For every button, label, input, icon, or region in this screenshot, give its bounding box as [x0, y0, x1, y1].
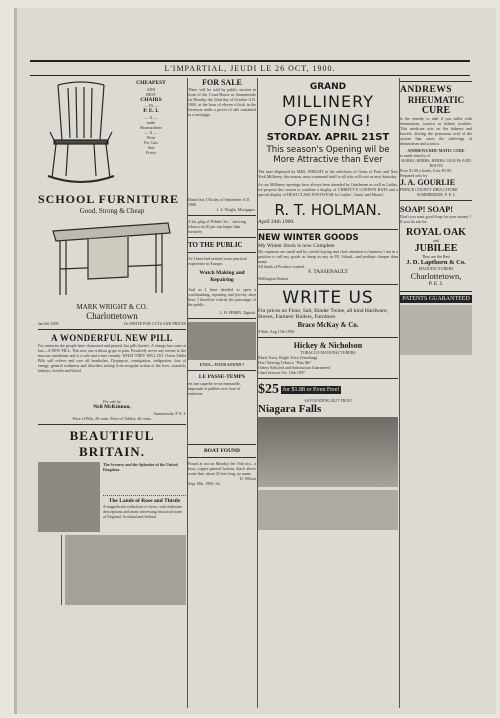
grand-word: GRAND — [309, 82, 347, 92]
cure-price: Price $1.00 a bottle, 6 for $5.00. — [400, 168, 452, 173]
for-sale-heading: FOR SALE — [202, 78, 242, 87]
and-word: and — [433, 238, 439, 243]
boat-found-date: Sept 19th, 1900.-3w — [188, 481, 221, 486]
jubilee: JUBILEE — [414, 243, 458, 254]
royal-oak: ROYAL OAK — [406, 227, 466, 238]
millinery-word: MILLINERY — [281, 92, 374, 111]
chairs-side-5: P. E. I. — [143, 108, 159, 114]
chairs-side-9: — X — — [144, 129, 158, 135]
tassenault-name: F. TASSENAULT — [308, 269, 348, 275]
school-furniture-heading: SCHOOL FURNITURE — [38, 192, 180, 206]
passe-temps-title: LE PASSE-TEMPS — [198, 374, 246, 380]
opening-word: OPENING! — [284, 111, 372, 130]
tobacco-note: A lot, plug of 'Pebble Tw...' chewing tobacco in 20 per can larger than formerly. — [188, 219, 246, 234]
column-2 — [188, 78, 256, 708]
column-4 — [400, 78, 472, 708]
hickey-subtitle: TOBACCO MANUFACTURERS — [300, 349, 356, 355]
watch-heading: Watch Making and Repairing — [199, 270, 245, 283]
for-sale-body: There will be sold by public auction in front of the Court-House in Summerside on Monday the 22nd day of October A.D. 1900, at the hour of eleven o'clock in the forenoon under a power of sale contained in a mortgage. — [188, 87, 256, 117]
chairs-side-12: And — [147, 144, 155, 150]
chairs-side-1: AND — [146, 86, 156, 92]
pill-sale: For sale by — [103, 399, 121, 404]
holman-date: April 24th 1900. — [258, 219, 295, 225]
patents-banner: PATENTS GUARANTEED — [400, 295, 472, 303]
soap-heading: SOAP! SOAP! — [400, 204, 454, 214]
soap-question-1: Don't you want good Soap for your money ? — [400, 214, 472, 219]
britain-text-lines — [103, 472, 186, 496]
gourlie-town: SUMMERSIDE, P. E. I. — [416, 192, 456, 197]
hickey-body: Black Twist, Bright Twist (Smoking) — [258, 354, 318, 360]
winter-goods-title: NEW WINTER GOODS — [258, 232, 359, 243]
opening-date: STORDAY. APRIL 21ST — [266, 132, 390, 143]
holman-name: R. T. HOLMAN. — [274, 201, 382, 219]
chairs-side-7: make — [146, 119, 156, 125]
to-public-heading: TO THE PUBLIC — [188, 241, 243, 249]
chairs-side-10: Write — [146, 134, 156, 140]
column-3 — [258, 78, 398, 708]
britain-photo — [38, 462, 100, 532]
column-1 — [38, 78, 186, 708]
for-sale-signature: J. S. Wright, Mortgagee. — [216, 207, 256, 212]
passe-temps-body: est une superbe revue mensuelle, imprimée et publiée avec luxe et renferme. — [188, 380, 241, 396]
hickey-note: Orders Solicited and Satisfaction Guaranteed — [258, 364, 331, 370]
watch-body: And as I have decided to open a watchmaking, repairing and jewelry shop here, I therefore solicite the patronage of the public. — [188, 287, 256, 307]
pill-town: Summerside, P. E. I. — [153, 410, 186, 416]
write-us-title: WRITE US — [282, 287, 374, 308]
produce-wanted: All kinds of Produce wanted. — [258, 264, 305, 269]
write-us-body: For prices on Flour, Salt, Binder Twine, all kind Hardware, Stoves, Farmers' Boilers, Furniture. — [258, 307, 388, 320]
eyes-ad-title: EYES—YOUR SOUND ? — [199, 362, 245, 367]
herbs-note: is made entirely of — [400, 153, 430, 158]
price-25: $25 — [258, 381, 279, 397]
masthead: L'IMPARTIAL, JEUDI LE 26 OCT, 1900. — [30, 60, 470, 76]
best-note: They are the Best — [421, 254, 451, 259]
gourlie-name: J. A. GOURLIE — [400, 178, 456, 187]
brace-mckay-date: S'Side, Aug 15th 1900. — [258, 328, 295, 334]
brace-mckay-name: Brace McKay & Co. — [297, 320, 359, 329]
winter-goods-subtitle: My Winter Stock is now Complete — [258, 242, 335, 249]
chairs-side-0: CHEAPEST — [136, 80, 166, 86]
staff-statement: As our Millinery openings have always been attended by Gentlemen as well as Ladies, we propose this season to combine a display of CHRISTY'S LONDON HATS and a special display of HIGH CLASS FOOTWEAR for Ladies', Gents' and Misses'. — [258, 182, 398, 197]
wright-sub: Ds WRITE FOR CUTS AND PRICES — [123, 321, 186, 326]
gourlie-store: PRINCE COUNTY DRUG STORE — [400, 187, 458, 192]
school-desk-illustration — [48, 219, 173, 299]
rocking-chair-illustration — [46, 80, 116, 190]
chairs-side-11: For Cuts — [144, 139, 158, 145]
manufacturers: MANUFACTURERS — [418, 266, 454, 271]
hickey-chew: Flat Chewing Tobacco "Hiss Me" — [258, 359, 312, 365]
chairs-side-8: Sharmacherie — [140, 124, 162, 130]
niagara-note: ASTOUNDING BUT TRUE! — [304, 397, 352, 403]
soap-question-2: If you do ask for — [400, 219, 427, 224]
andrews-title: ANDREWS — [400, 85, 453, 95]
herbs-heading: ANDREWS RHU MATIC CURE — [407, 148, 465, 153]
britain-body: A magnificent collection of views, with elaborate descriptions and many interesting historical notes of England, Scotland and Ireland. — [103, 504, 183, 519]
niagara-title: Niagara Falls — [258, 402, 322, 415]
winter-goods-body: My expenses are small and by careful buying and close attention to business I am in a position to sell my goods as cheap as any in P.E. Island—and perhaps cheaper than many. — [258, 249, 398, 264]
chairs-side-13: Prices — [146, 149, 156, 155]
chairs-side-2: BEST — [146, 91, 156, 97]
cure-body: Is the remedy to take if you suffer with rheumatism, sciatica or kidney troubles. This medicine acts on the kidneys and bowels, driving the poisonous acid of the system that cause the sufferings of rheumatism and sciatica. — [400, 116, 472, 146]
pill-price: Price of Pills, 20 cents. Price of Tablets, 40 cents. — [72, 415, 152, 421]
britain-lands: The Lands of Rose and Thistle — [108, 497, 181, 504]
eyes-ad-image — [188, 322, 256, 360]
watch-signature: L. B. PERRY, Tignish. — [219, 310, 256, 315]
price-strip: for $1.88 or Even Free! — [283, 386, 340, 393]
patents-text-block — [400, 305, 472, 355]
britain-title: BEAUTIFUL BRITAIN. — [69, 427, 155, 459]
chairs-side-4: — IN — — [143, 103, 159, 108]
wright-town: Charlottetown — [86, 311, 138, 321]
chairs-side-3: CHAIRS — [140, 96, 162, 103]
britain-subtitle: The Scenery and the Splendor of the United Kingdom. — [103, 461, 178, 472]
cure-title: CURE — [421, 105, 451, 116]
pei: P. E. I. — [428, 281, 444, 287]
prepared-by: Prepared only by — [400, 173, 428, 178]
wright-name: MARK WRIGHT & CO. — [76, 303, 148, 311]
rheumatic-title: RHEUMATIC — [407, 95, 465, 105]
herbs-list: BARKS, HERBS, HERBS, LEAVES AND ROOTS — [401, 158, 471, 168]
hickey-name: Hickey & Nicholson — [293, 340, 363, 350]
taste-statement: The taste displayed by MRS. WRIGHT in the selections of Gems of Paris and New York Millinery, this season, must commend itself to all who will visit us next Saturday. — [258, 169, 398, 179]
pill-ad-title: A WONDERFUL NEW PILL — [51, 333, 173, 343]
wright-date: Jan 6th 1899 — [38, 321, 59, 326]
niagara-text-block — [258, 490, 398, 530]
school-furniture-subheading: Good, Strong & Cheap — [79, 207, 145, 215]
pill-ad-body: For centuries the people have clamoured and prayed, but pills haven't. A change has come at last—A NEW PILL. This new one without gripe or pain. Positively never any torture to the mucous membrane and is a safe and a sure remedy. WHAT THEY WILL DO. Oxien Tablet Pills will relieve and cure all headaches, Dyspepsia, constipation, indigestion, loss of energy, general weakness and disorders arising from irregular action of the liver, stomach, kidneys, bowels and blood. — [38, 343, 186, 373]
britain-sidebar — [38, 535, 62, 605]
season-statement: This season's Opening wil be More Attractive than Ever — [266, 145, 390, 165]
to-public-body: As I have had several years practical experience in Europe, — [188, 256, 247, 266]
britain-text-block — [65, 535, 186, 605]
boat-found-body: Found at sea on Monday the 16th inst., a boat, copper painted bottom, black above water line, about 25 feet long, no name. — [188, 461, 256, 476]
niagara-falls-image — [258, 417, 398, 487]
boat-found-title: BOAT FOUND — [203, 447, 240, 454]
pill-seller: Neil McKinnon, — [93, 404, 131, 410]
hickey-location: Charl ttetown Oct. 14th 1897. — [258, 369, 306, 375]
lapthorn-name: J. D. Lapthorn & Co. — [406, 259, 466, 266]
for-sale-date: Dated this 17th day of September A.D. 1900. — [188, 197, 251, 207]
wellington-station: Wellington Station. — [258, 275, 290, 281]
chairs-side-6: — X — — [144, 114, 158, 120]
boat-found-signature: D. Wilson — [239, 476, 256, 481]
charlottetown: Charlottetown, — [410, 271, 462, 281]
